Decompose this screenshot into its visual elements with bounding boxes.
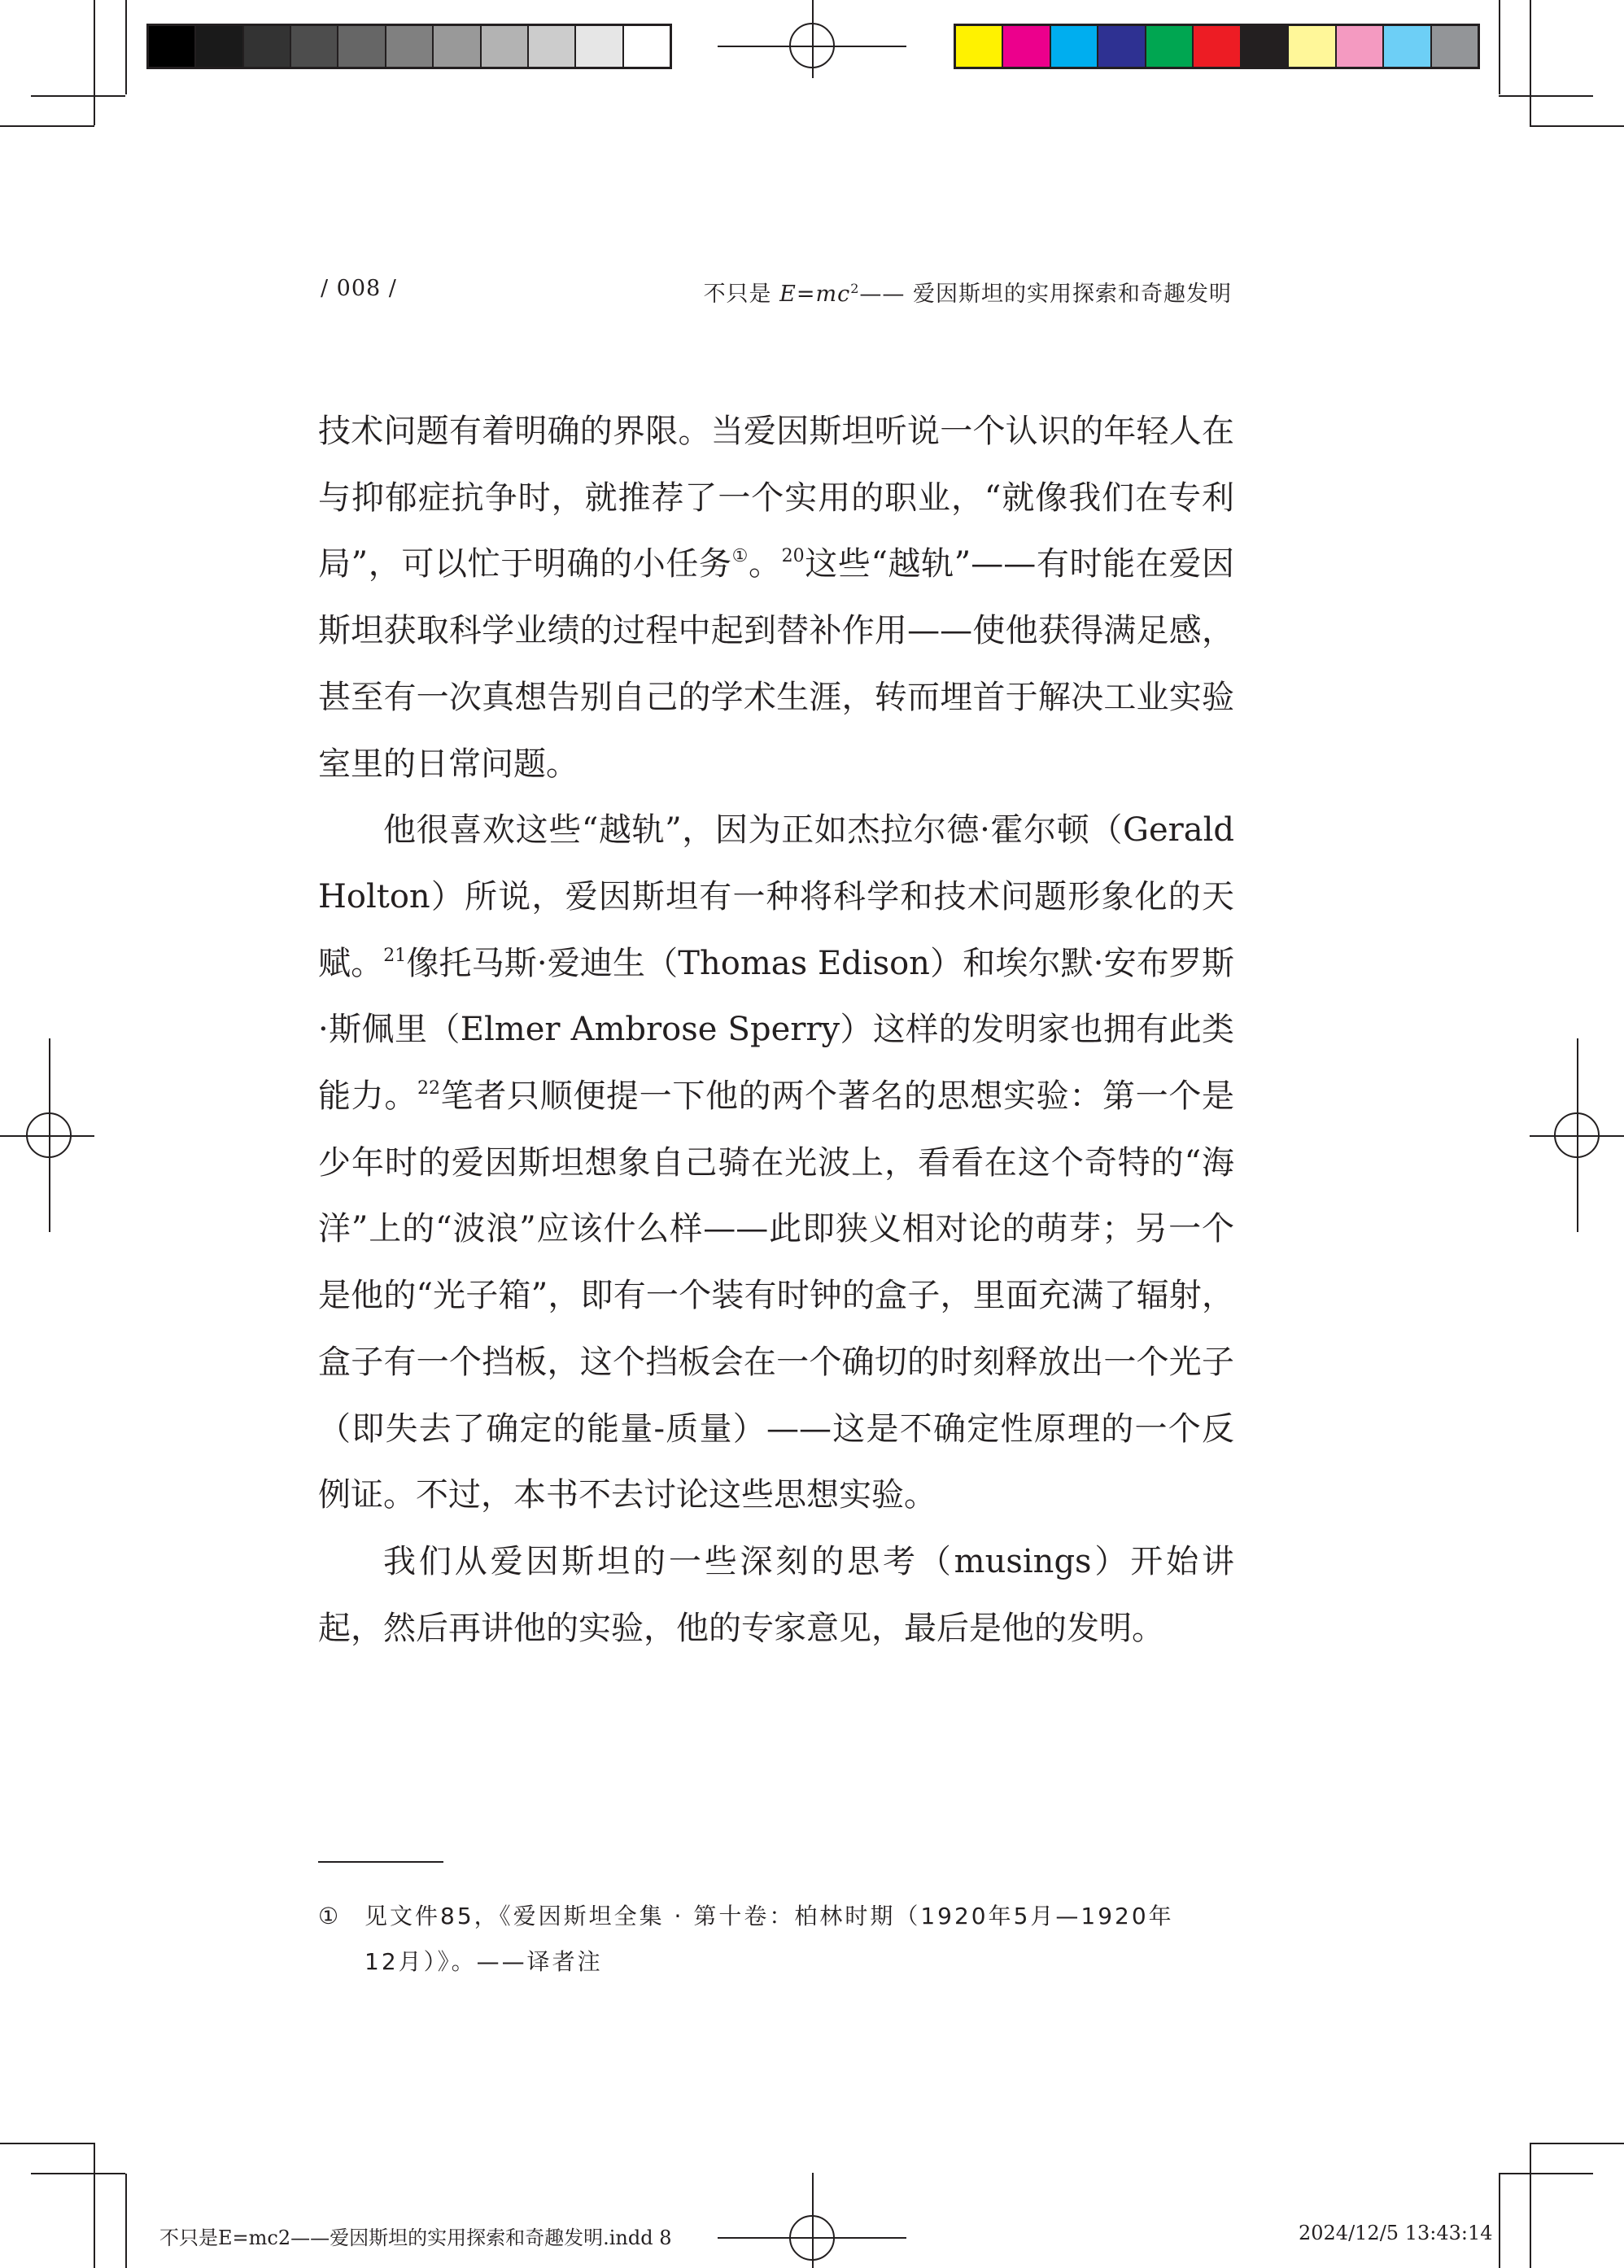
color-swatch bbox=[1289, 26, 1336, 67]
crop-mark bbox=[31, 95, 125, 97]
crop-mark bbox=[1499, 2173, 1593, 2174]
body-text bbox=[318, 399, 1234, 1662]
crop-mark bbox=[0, 2143, 94, 2144]
color-swatch bbox=[338, 26, 386, 67]
footnote: ① 见文件85，《爱因斯坦全集 · 第十卷：柏林时期（1920年5月—1920年 12月）》。——译者注 bbox=[318, 1894, 1234, 1985]
paragraph: 我们从爱因斯坦的一些深刻的思考（musings）开始讲起，然后再讲他的实验，他的专家意见，最后是他的发明。 bbox=[318, 1542, 1234, 1647]
color-swatch bbox=[1003, 26, 1050, 67]
color-swatch bbox=[529, 26, 576, 67]
color-swatch bbox=[1432, 26, 1478, 67]
crop-mark bbox=[1499, 95, 1593, 97]
endnote-ref: 20 bbox=[781, 546, 805, 567]
footnote-marker: ① bbox=[318, 1903, 342, 1929]
color-swatch bbox=[1384, 26, 1431, 67]
crop-mark bbox=[1530, 0, 1531, 125]
crop-mark bbox=[125, 2174, 127, 2268]
color-swatch bbox=[1146, 26, 1194, 67]
color-swatch bbox=[482, 26, 529, 67]
color-swatch bbox=[1098, 26, 1146, 67]
process-color-bar bbox=[954, 24, 1480, 69]
paragraph: 他很喜欢这些“越轨”，因为正如杰拉尔德·霍尔顿（Gerald Holton）所说，爱因斯坦有一种将科学和技术问题形象化的天赋。$^{21}$像托马斯·爱迪生（Thomas Edison）和埃尔默·安布罗斯·斯佩里（Elmer Ambrose Sperry）这样的发明家也拥有此类能力。$^{22}$笔者只顺便提一下他的两个著名的思想实验：第一个是少年时的爱因斯坦想象自己骑在光波上，看看在这个奇特的“海洋”上的“波浪”应该什么样——此即狭义相对论的萌芽；另一个是他的“光子箱”，即有一个装有时钟的盒子，里面充满了辐射，盒子有一个挡板，这个挡板会在一个确切的时刻释放出一个光子（即失去了确定的能量-质量）——这是不确定性原理的一个反例证。不过，本书不去讨论这些思想实验。 bbox=[318, 811, 1234, 1514]
color-swatch bbox=[244, 26, 291, 67]
crop-mark bbox=[125, 0, 127, 94]
color-swatch bbox=[434, 26, 481, 67]
footnote-rule bbox=[318, 1861, 443, 1863]
color-swatch bbox=[291, 26, 338, 67]
crop-mark bbox=[1499, 2174, 1500, 2268]
crop-mark bbox=[31, 2173, 125, 2174]
crop-mark bbox=[0, 125, 94, 127]
color-swatch bbox=[1194, 26, 1241, 67]
endnote-ref: 21 bbox=[383, 945, 407, 966]
crop-mark bbox=[94, 0, 95, 125]
color-swatch bbox=[956, 26, 1003, 67]
crop-mark bbox=[94, 2143, 95, 2268]
page-number: / 008 / bbox=[321, 276, 397, 301]
color-swatch bbox=[386, 26, 434, 67]
running-title: 不只是 $E=mc^2——$ 爱因斯坦的实用探索和奇趣发明 bbox=[703, 281, 1232, 307]
color-swatch bbox=[1051, 26, 1098, 67]
color-swatch bbox=[196, 26, 243, 67]
color-swatch bbox=[624, 26, 670, 67]
color-swatch bbox=[1242, 26, 1289, 67]
paragraph: 技术问题有着明确的界限。当爱因斯坦听说一个认识的年轻人在与抑郁症抗争时，就推荐了一个实用的职业，“就像我们在专利局”，可以忙于明确的小任务①。$^{20}$这些“越轨”——有时能在爱因斯坦获取科学业绩的过程中起到替补作用——使他获得满足感，甚至有一次真想告别自己的学术生涯，转而埋首于解决工业实验室里的日常问题。 bbox=[318, 413, 1235, 783]
grayscale-color-bar bbox=[146, 24, 672, 69]
crop-mark bbox=[1530, 2143, 1531, 2268]
color-swatch bbox=[149, 26, 196, 67]
color-swatch bbox=[576, 26, 623, 67]
slug-timestamp: 2024/12/5 13:43:14 bbox=[1299, 2222, 1493, 2244]
slug-filename: 不只是E=mc2——爱因斯坦的实用探索和奇趣发明.indd 8 bbox=[159, 2226, 672, 2249]
crop-mark bbox=[1499, 0, 1500, 94]
endnote-ref: 22 bbox=[417, 1078, 440, 1099]
crop-mark bbox=[1530, 2143, 1624, 2144]
crop-mark bbox=[1530, 125, 1624, 127]
translator-note-marker: ① bbox=[731, 546, 749, 567]
color-swatch bbox=[1337, 26, 1384, 67]
